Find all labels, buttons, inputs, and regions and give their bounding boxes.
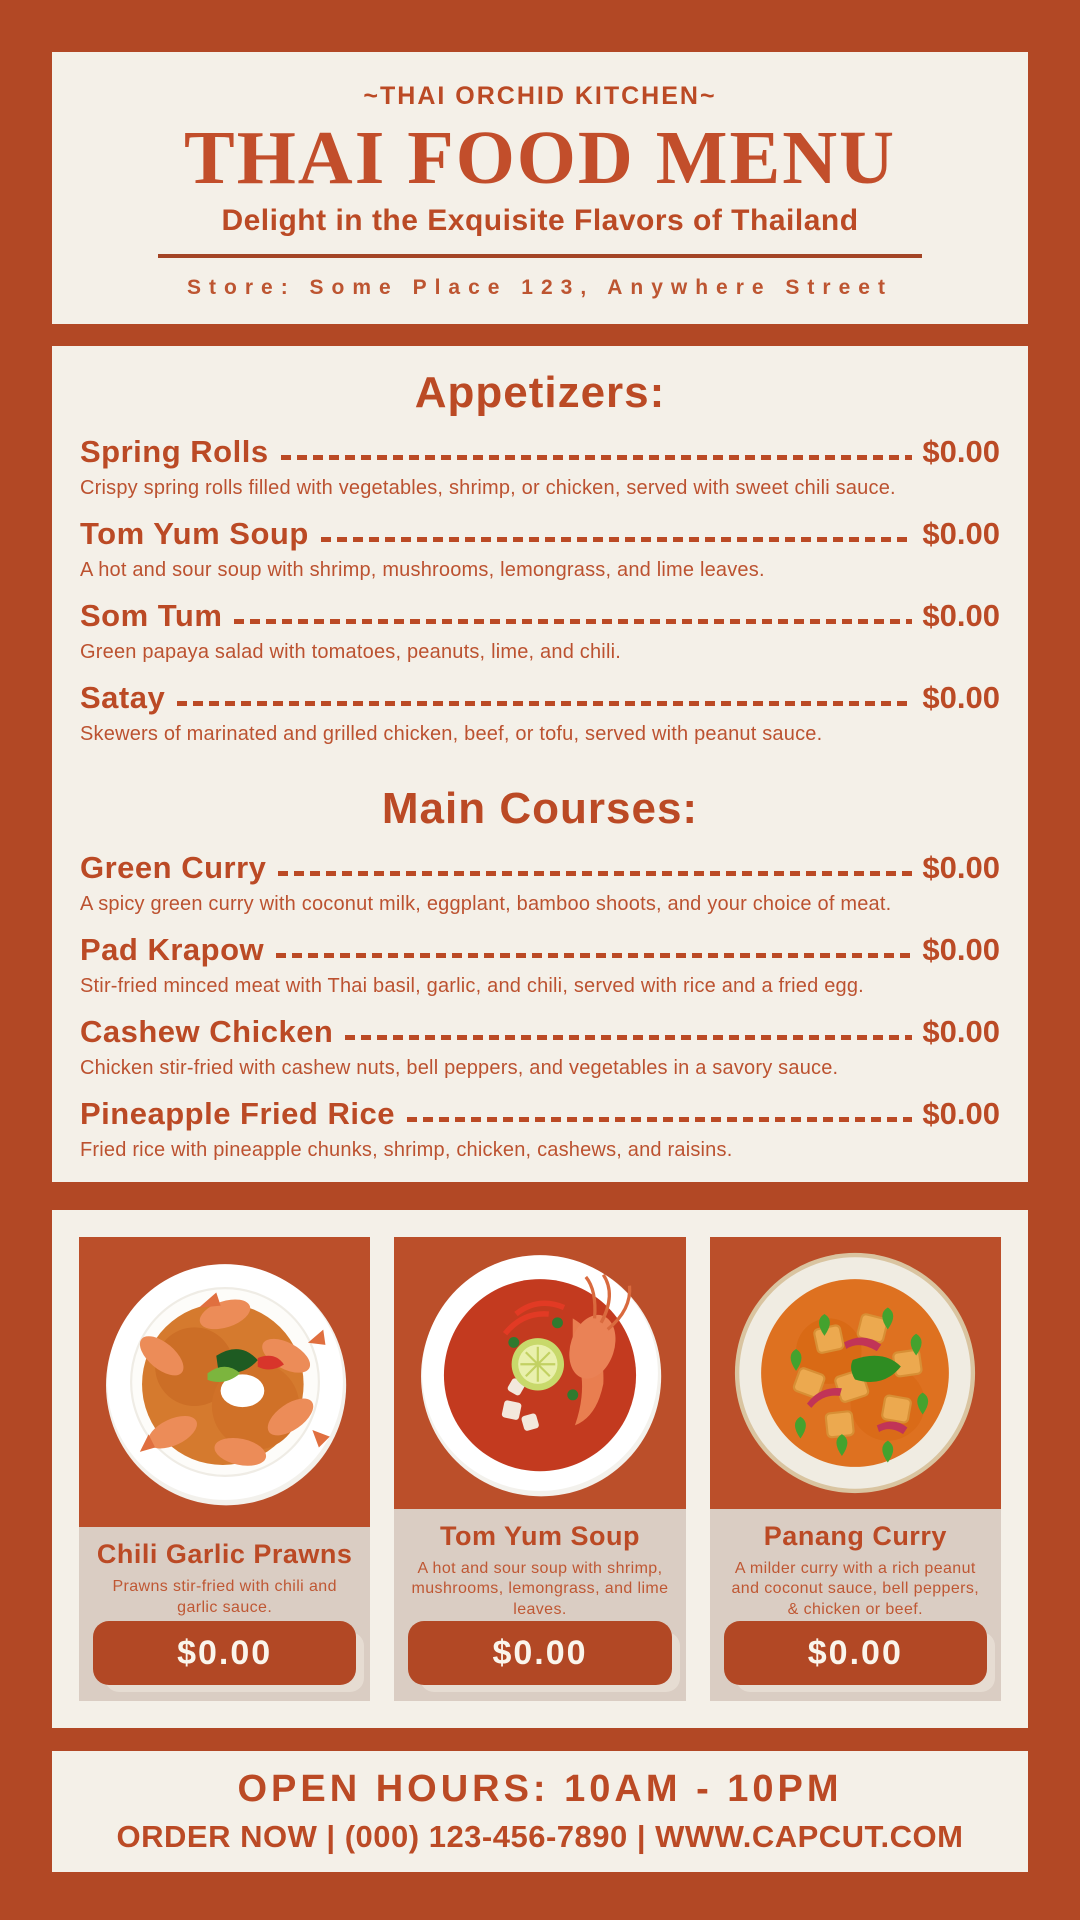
item-price: $0.00 — [922, 516, 1000, 551]
dotted-leader — [345, 1035, 912, 1040]
item-description: Fried rice with pineapple chunks, shrimp, chicken, cashews, and raisins. — [80, 1139, 733, 1161]
open-hours: OPEN HOURS: 10AM - 10PM — [237, 1768, 843, 1810]
brand-name: ~THAI ORCHID KITCHEN~ — [363, 81, 717, 110]
menu-item — [80, 680, 1000, 746]
menu-item — [80, 598, 1000, 664]
menu-item — [80, 1096, 1000, 1162]
dish-description: A hot and sour soup with shrimp, mushrooms, lemongrass, and lime leaves. — [411, 1559, 669, 1619]
item-name: Som Tum — [80, 598, 223, 633]
menu-list-section — [52, 346, 1028, 1182]
footer-section — [52, 1751, 1028, 1872]
menu-item — [80, 1014, 1000, 1080]
dotted-leader — [407, 1117, 912, 1122]
tagline: Delight in the Exquisite Flavors of Thailand — [221, 204, 859, 238]
tom-yum-soup-photo — [394, 1237, 685, 1509]
order-contact: ORDER NOW | (000) 123-456-7890 | WWW.CAPCUT.COM — [116, 1819, 964, 1854]
item-description: A spicy green curry with coconut milk, eggplant, bamboo shoots, and your choice of meat. — [80, 893, 892, 915]
item-name: Green Curry — [80, 850, 267, 885]
dish-price-button[interactable]: $0.00 — [724, 1621, 987, 1685]
item-price: $0.00 — [922, 1014, 1000, 1049]
dish-title: Chili Garlic Prawns — [96, 1539, 353, 1569]
featured-dishes-section — [52, 1210, 1028, 1728]
store-address: Store: Some Place 123, Anywhere Street — [187, 276, 893, 300]
dotted-leader — [234, 619, 912, 624]
item-price: $0.00 — [922, 932, 1000, 967]
dish-card — [79, 1237, 370, 1701]
page-title: THAI FOOD MENU — [184, 115, 896, 200]
item-description: Green papaya salad with tomatoes, peanuts, lime, and chili. — [80, 641, 621, 663]
section-heading-main-courses: Main Courses: — [381, 784, 699, 833]
dish-description: Prawns stir-fried with chili and garlic sauce. — [112, 1578, 337, 1616]
item-price: $0.00 — [922, 680, 1000, 715]
item-description: Skewers of marinated and grilled chicken, beef, or tofu, served with peanut sauce. — [80, 723, 823, 745]
item-price: $0.00 — [922, 850, 1000, 885]
item-description: Chicken stir-fried with cashew nuts, bell peppers, and vegetables in a savory sauce. — [80, 1057, 839, 1079]
dish-card-body — [710, 1509, 1001, 1701]
item-price: $0.00 — [922, 598, 1000, 633]
dish-title: Panang Curry — [763, 1520, 947, 1551]
dish-description: A milder curry with a rich peanut and coconut sauce, bell peppers, & chicken or beef. — [731, 1559, 980, 1619]
section-heading-appetizers: Appetizers: — [414, 368, 666, 417]
dish-price-button[interactable]: $0.00 — [408, 1621, 671, 1685]
dotted-leader — [276, 953, 912, 958]
dish-price-button[interactable]: $0.00 — [93, 1621, 356, 1685]
menu-item — [80, 516, 1000, 582]
item-name: Pad Krapow — [80, 932, 265, 967]
chili-garlic-prawns-photo — [79, 1237, 370, 1527]
dish-card — [394, 1237, 685, 1701]
dotted-leader — [177, 701, 912, 706]
dotted-leader — [281, 455, 913, 460]
dish-card-body — [79, 1527, 370, 1701]
item-price: $0.00 — [922, 434, 1000, 469]
dish-card-body — [394, 1509, 685, 1701]
item-name: Cashew Chicken — [80, 1014, 334, 1049]
header-section — [52, 52, 1028, 324]
menu-item — [80, 434, 1000, 500]
item-description: Crispy spring rolls filled with vegetables, shrimp, or chicken, served with sweet chili sauce. — [80, 477, 896, 499]
item-name: Tom Yum Soup — [80, 516, 309, 551]
dotted-leader — [321, 537, 913, 542]
item-name: Satay — [80, 680, 166, 715]
dotted-leader — [278, 871, 912, 876]
header-divider — [158, 254, 922, 258]
dish-title: Tom Yum Soup — [439, 1520, 640, 1551]
menu-item — [80, 850, 1000, 916]
item-description: A hot and sour soup with shrimp, mushrooms, lemongrass, and lime leaves. — [80, 559, 765, 581]
item-name: Pineapple Fried Rice — [80, 1096, 395, 1131]
panang-curry-photo — [710, 1237, 1001, 1509]
dish-card — [710, 1237, 1001, 1701]
menu-item — [80, 932, 1000, 998]
item-description: Stir-fried minced meat with Thai basil, garlic, and chili, served with rice and a fried egg. — [80, 975, 864, 997]
item-price: $0.00 — [922, 1096, 1000, 1131]
item-name: Spring Rolls — [80, 434, 269, 469]
